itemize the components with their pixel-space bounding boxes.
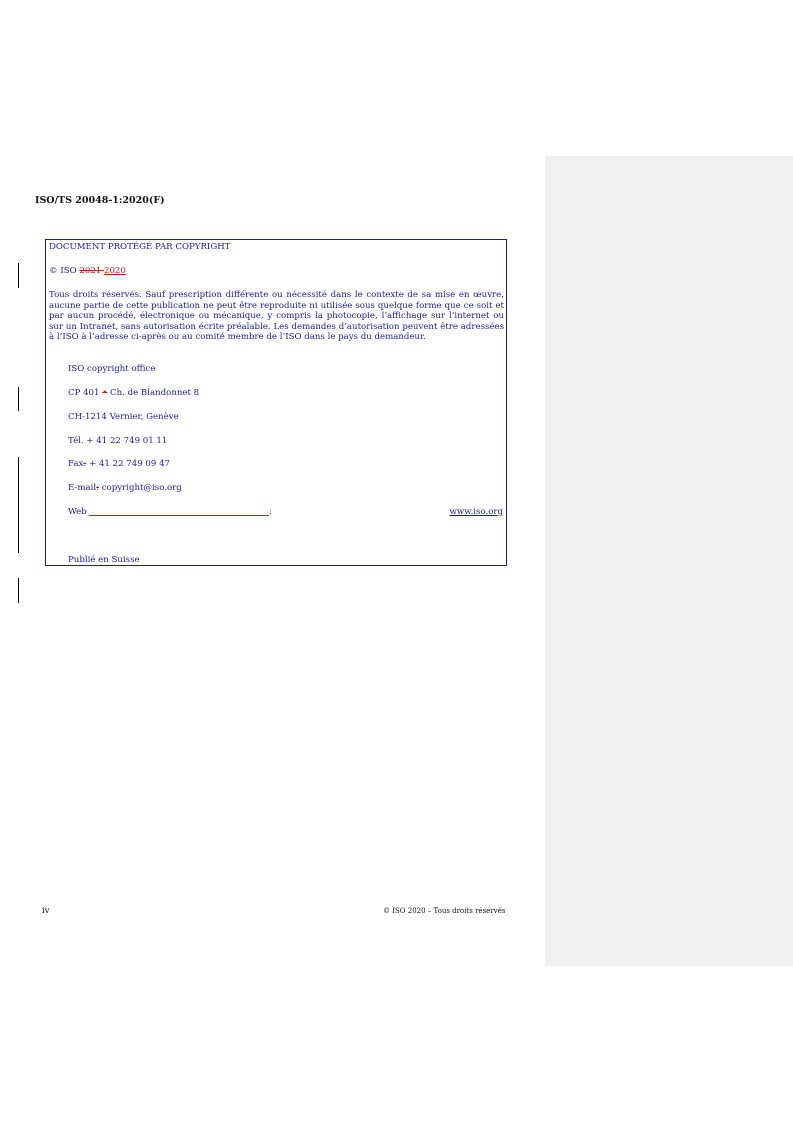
document-id-header: ISO/TS 20048-1:2020(F)	[35, 195, 165, 206]
web-label: Web	[68, 507, 87, 517]
email-deleted-colon: :	[96, 483, 100, 493]
email-label: E-mail	[68, 483, 97, 493]
address-cp: CP 401	[68, 388, 103, 398]
published-line: Publié en Suisse	[68, 555, 140, 565]
copyright-prefix: © ISO	[49, 266, 80, 276]
inserted-year: 2020	[104, 266, 126, 276]
fax-value: + 41 22 749 09 47	[86, 459, 171, 469]
fax-label: Fax	[68, 459, 84, 469]
comment-pane	[545, 156, 793, 966]
change-bar	[18, 578, 19, 603]
phone-line: Tél. + 41 22 749 01 11	[68, 436, 168, 446]
address-street: Ch. de Blandonnet 8	[107, 388, 200, 398]
email-value: copyright@iso.org	[99, 483, 182, 493]
deleted-bullet: •	[102, 388, 108, 398]
office-name: ISO copyright office	[68, 364, 156, 374]
web-colon: :	[269, 507, 272, 517]
web-link[interactable]: www.iso.org	[449, 507, 503, 517]
change-bar	[18, 387, 19, 411]
city-line: CH-1214 Vernier, Genève	[68, 412, 179, 422]
fax-deleted-colon: :	[83, 459, 87, 469]
copyright-box	[45, 239, 507, 566]
deleted-year: 2021	[79, 266, 104, 276]
copyright-title: DOCUMENT PROTÉGÉ PAR COPYRIGHT	[49, 242, 231, 252]
rights-paragraph: Tous droits réservés. Sauf prescription différente ou nécessité dans le contexte de sa mise en œuvre, aucune partie de cette publication ne peut être reproduite ni utilisée sous quelque forme que ce soit et par aucun procédé, électronique ou mécanique, y compris la photocopie, l’affichage sur l’internet ou sur un Intranet, sans autorisation écrite préalable. Les demandes d’autorisation peuvent être adressées à l’ISO à l’adresse ci-après ou au comité membre de l’ISO dans le pays du demandeur.	[49, 290, 504, 343]
copyright-year-line	[49, 266, 126, 276]
email-line	[68, 483, 182, 493]
change-bar	[18, 457, 19, 553]
fax-line	[68, 459, 170, 469]
footer-rights: © ISO 2020 – Tous droits réservés	[383, 907, 506, 915]
web-revision-rule	[89, 515, 269, 516]
page-number: iv	[42, 906, 50, 916]
postal-address	[68, 388, 199, 398]
change-bar	[18, 263, 19, 288]
